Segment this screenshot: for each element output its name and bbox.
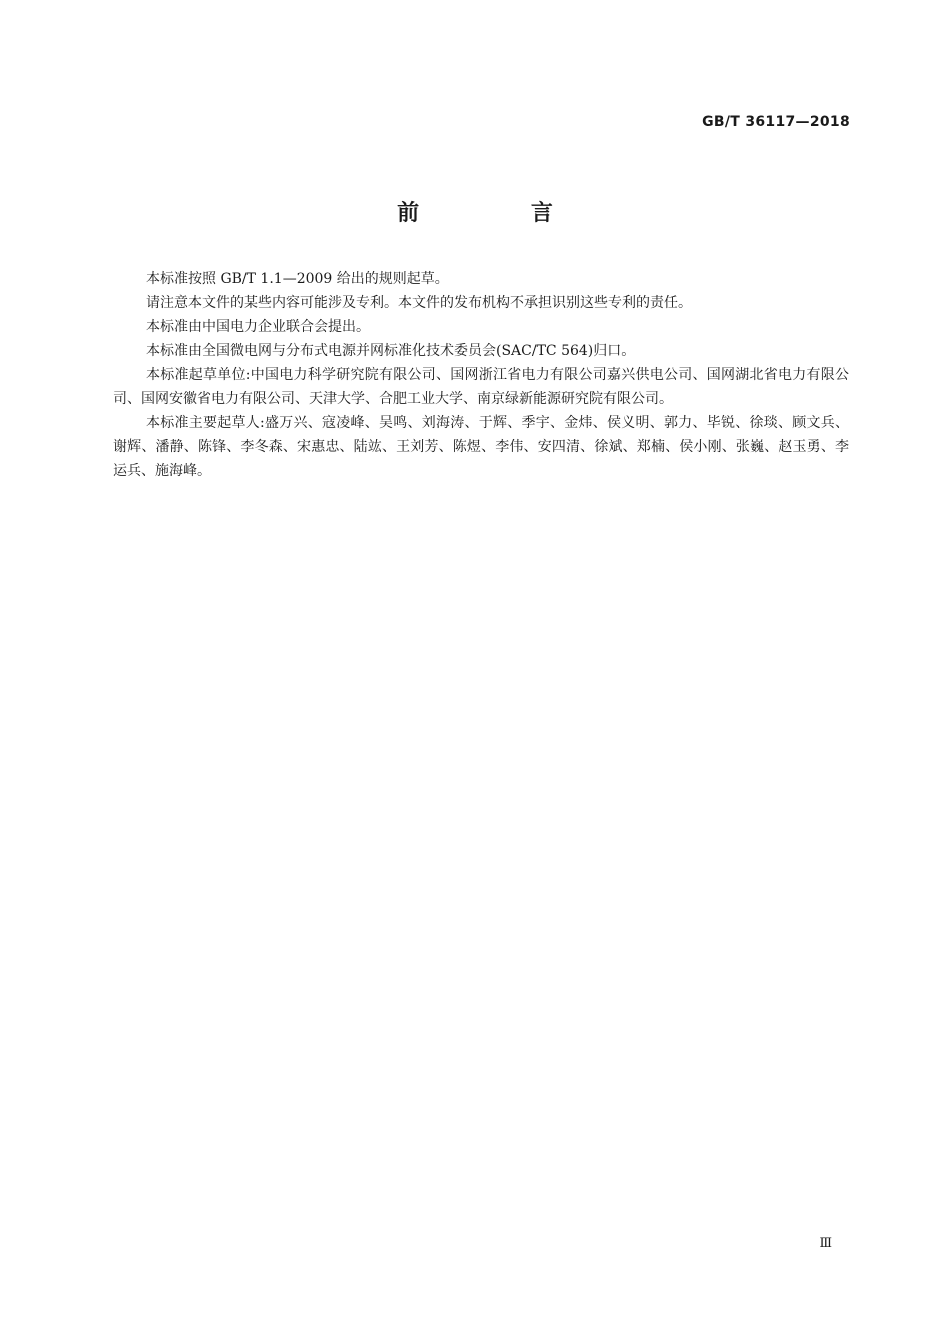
standard-code: GB/T 36117—2018 [702,114,850,130]
page-number: Ⅲ [819,1236,832,1251]
paragraph-patent-notice: 请注意本文件的某些内容可能涉及专利。本文件的发布机构不承担识别这些专利的责任。 [146,295,692,311]
foreword-body [113,267,849,483]
paragraph-technical-committee: 本标准由全国微电网与分布式电源并网标准化技术委员会(SAC/TC 564)归口。 [146,343,636,359]
paragraph-drafters: 本标准主要起草人:盛万兴、寇凌峰、吴鸣、刘海涛、于辉、季宇、金炜、侯义明、郭力、毕锐、徐琰、顾文兵、谢辉、潘静、陈锋、李冬森、宋惠忠、陆竑、王刘芳、陈煜、李伟、安四清、徐斌、郑楠、侯小刚、张巍、赵玉勇、李运兵、施海峰。 [113,415,849,479]
page-title: 前 言 [397,201,605,226]
paragraph-drafting-units: 本标准起草单位:中国电力科学研究院有限公司、国网浙江省电力有限公司嘉兴供电公司、国网湖北省电力有限公司、国网安徽省电力有限公司、天津大学、合肥工业大学、南京绿新能源研究院有限公司。 [113,367,849,407]
paragraph-proposer: 本标准由中国电力企业联合会提出。 [146,319,370,335]
paragraph-drafting-rules: 本标准按照 GB/T 1.1—2009 给出的规则起草。 [146,271,449,287]
